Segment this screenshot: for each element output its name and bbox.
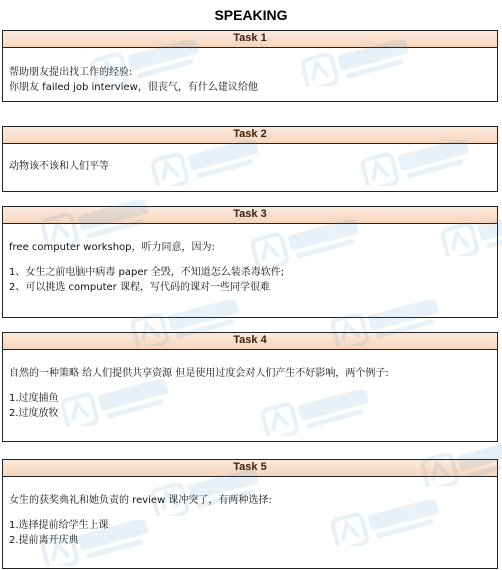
task-3-box (2, 206, 498, 318)
task-3-item-2: 2、可以挑选 computer 课程，写代码的课对一些同学很难 (9, 282, 270, 293)
page-title: SPEAKING (214, 7, 288, 23)
task-5-item-2: 2.提前离开庆典 (9, 535, 79, 546)
task-1-line-1: 帮助朋友提出找工作的经验: (9, 67, 133, 78)
task-4-item-1: 1.过度捕鱼 (9, 393, 59, 404)
task-5-box (2, 459, 498, 569)
task-2-body (3, 144, 497, 174)
task-5-intro: 女生的获奖典礼和她负责的 review 课冲突了，有两种选择: (9, 495, 272, 506)
task-3-item-1: 1、女生之前电脑中病毒 paper 全毁，不知道怎么装杀毒软件; (9, 267, 285, 278)
task-4-body (3, 350, 497, 421)
task-4-intro: 自然的一种策略 给人们提供共享资源 但是使用过度会对人们产生不好影响，两个例子: (9, 368, 389, 379)
task-3-body (3, 224, 497, 295)
task-3-header: Task 3 (3, 207, 497, 224)
task-1-header: Task 1 (3, 31, 497, 48)
task-5-item-1: 1.选择提前给学生上课 (9, 520, 109, 531)
task-4-item-2: 2.过度放牧 (9, 408, 59, 419)
task-4-header: Task 4 (3, 333, 497, 350)
task-5-header: Task 5 (3, 460, 497, 477)
task-4-box (2, 332, 498, 442)
task-3-intro: free computer workshop，听力同意，因为: (9, 242, 215, 253)
task-2-box (2, 126, 498, 192)
task-5-body (3, 477, 497, 548)
task-1-box (2, 30, 498, 102)
task-1-line-2: 你朋友 failed job interview，很丧气，有什么建议给他 (9, 82, 258, 93)
task-2-line-1: 动物该不该和人们平等 (9, 161, 109, 172)
task-1-body (3, 48, 497, 95)
task-2-header: Task 2 (3, 127, 497, 144)
